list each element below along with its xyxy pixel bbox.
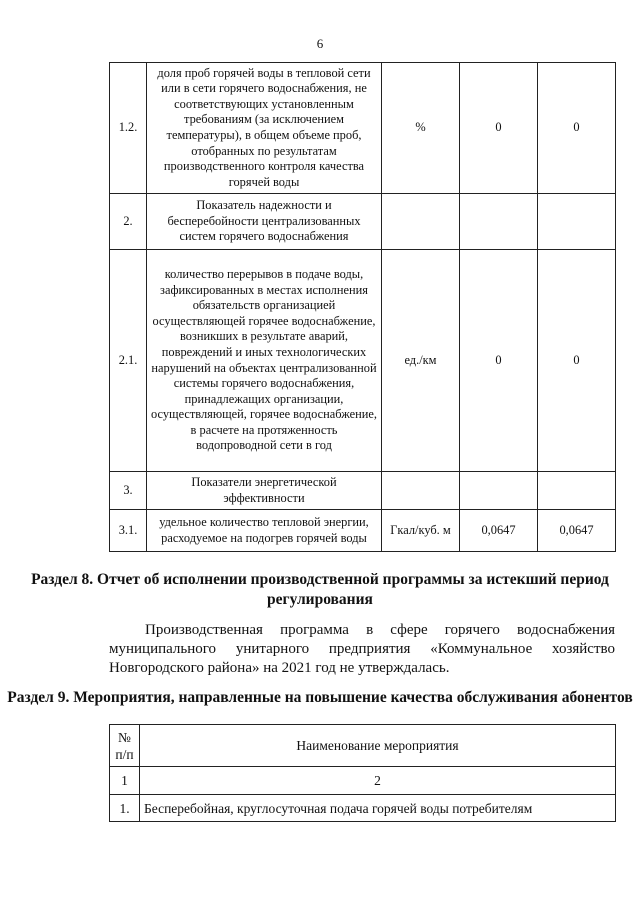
- column-header-number: № п/п: [110, 725, 140, 767]
- row-number: 2.: [110, 194, 147, 250]
- indicator-unit: %: [382, 63, 460, 194]
- indicator-value-1: 0: [460, 250, 538, 472]
- measures-table: [109, 724, 616, 822]
- row-number: 3.1.: [110, 510, 147, 552]
- measure-name: Бесперебойная, круглосуточная подача горячей воды потребителям: [140, 795, 616, 822]
- indicator-value-2: [538, 194, 616, 250]
- row-number: 1.2.: [110, 63, 147, 194]
- table-header-row: [110, 725, 616, 767]
- section-8-title: Раздел 8. Отчет об исполнении производственной программы за истекший период регулирования: [31, 571, 609, 608]
- indicators-table: [109, 62, 616, 552]
- indicator-value-1: [460, 194, 538, 250]
- indicator-unit: [382, 194, 460, 250]
- indicator-name: Показатель надежности и бесперебойности централизованных систем горячего водоснабжения: [147, 194, 382, 250]
- table-row: [110, 472, 616, 510]
- indicator-value-2: [538, 472, 616, 510]
- row-number: 1.: [110, 795, 140, 822]
- indicator-unit: [382, 472, 460, 510]
- row-number: 3.: [110, 472, 147, 510]
- table-row: [110, 250, 616, 472]
- indicator-unit: ед./км: [382, 250, 460, 472]
- indicator-value-2: 0,0647: [538, 510, 616, 552]
- indicator-value-1: 0: [460, 63, 538, 194]
- row-number: 2.1.: [110, 250, 147, 472]
- indicator-name: количество перерывов в подаче воды, зафиксированных в местах исполнения обязательств организацией осуществляющей горячее водоснабжение, возникших в результате аварий, повреждений и иных технологических нарушений на объектах централизованной системы горячего водоснабжения, принадлежащих организации, осуществляющей, горячее водоснабжение, в расчете на протяженность водопроводной сети в год: [147, 250, 382, 472]
- indicator-name: удельное количество тепловой энергии, расходуемое на подогрев горячей воды: [147, 510, 382, 552]
- page-number: 6: [316, 36, 324, 51]
- table-row: [110, 63, 616, 194]
- section-9-title: Раздел 9. Мероприятия, направленные на повышение качества обслуживания абонентов: [7, 689, 633, 706]
- indicator-unit: Гкал/куб. м: [382, 510, 460, 552]
- table-row: [110, 510, 616, 552]
- indicator-value-1: 0,0647: [460, 510, 538, 552]
- section-8-text: Производственная программа в сфере горячего водоснабжения муниципального унитарного предприятия «Коммунальное хозяйство Новгородского района» на 2021 год не утверждалась.: [109, 622, 615, 676]
- indicator-value-2: 0: [538, 63, 616, 194]
- indicator-value-2: 0: [538, 250, 616, 472]
- table-index-row: [110, 767, 616, 795]
- indicator-name: Показатели энергетической эффективности: [147, 472, 382, 510]
- table-row: [110, 194, 616, 250]
- column-index-number: 1: [110, 767, 140, 795]
- table-row: [110, 795, 616, 822]
- column-header-name: Наименование мероприятия: [140, 725, 616, 767]
- indicator-value-1: [460, 472, 538, 510]
- indicator-name: доля проб горячей воды в тепловой сети или в сети горячего водоснабжения, не соответствующих установленным требованиям (за исключением температуры), в общем объеме проб, отобранных по результатам производственного контроля качества горячей воды: [147, 63, 382, 194]
- column-index-name: 2: [140, 767, 616, 795]
